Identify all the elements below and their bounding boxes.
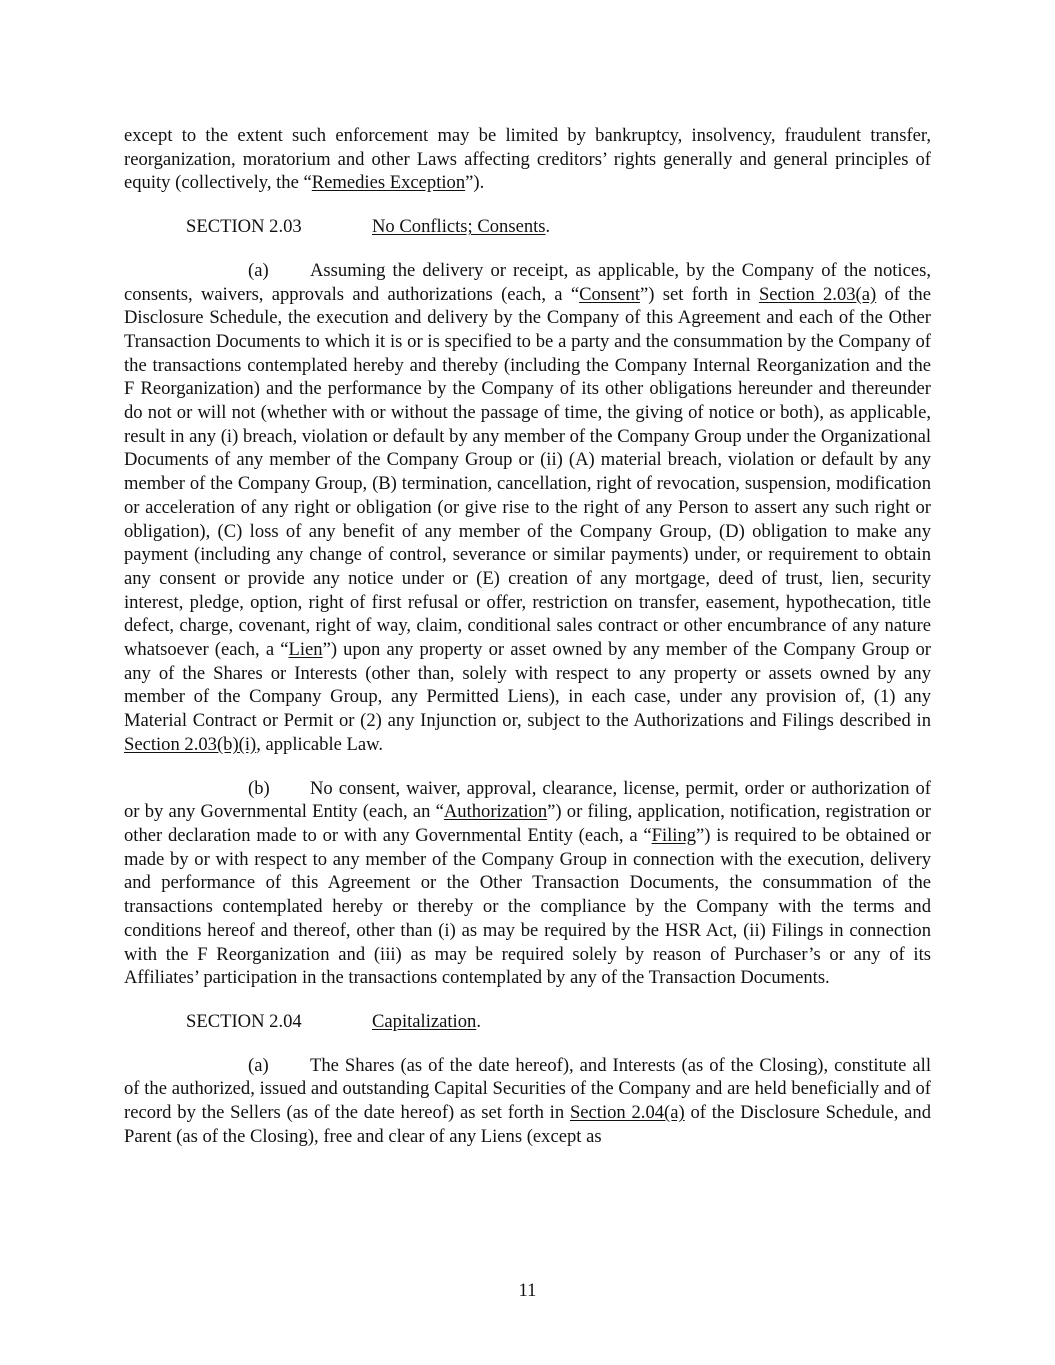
paragraph-2-03-a — [124, 259, 931, 757]
text-run: ”) set forth in — [640, 283, 759, 305]
page-number: 11 — [518, 1280, 537, 1301]
text-run: ”) upon any property or asset owned by any member of the Company Group or any of the Shares or Interests (other than, solely with respect to any property or assets owned by any member of the Company Group, any Permitted Liens), in each case, under any provision of, (1) any Material Contract or Permit or (2) any Injunction or, subject to the Authorizations and Filings described in — [124, 639, 931, 732]
paragraph-2-04-a — [124, 1054, 931, 1149]
intro-paragraph — [124, 124, 931, 195]
section-reference: Section 2.04(a) — [569, 1102, 685, 1124]
text-run: , applicable Law. — [256, 733, 384, 755]
section-reference: Section 2.03(a) — [758, 283, 877, 305]
section-title-punct: . — [476, 1010, 481, 1032]
document-page — [124, 124, 931, 1148]
text-run: The Shares (as of the date hereof), and Interests (as of the Closing), constitute all of the authorized, issued and outstanding Capital Securities of the Company and are held beneficially and of record by the Sellers (as of the date hereof) as set forth in — [124, 1054, 931, 1124]
paragraph-2-03-b — [124, 777, 931, 990]
defined-term-lien: Lien — [288, 639, 323, 661]
clause-label: (a) — [248, 259, 269, 281]
section-number: SECTION 2.03 — [186, 216, 302, 238]
section-title-punct: . — [545, 216, 551, 238]
text-run: ”) or filing, application, notification, registration or other declaration made to or with any Governmental Entity (each, a “ — [124, 801, 932, 846]
section-heading-2-04 — [186, 1010, 931, 1034]
section-title: No Conflicts; Consents — [372, 216, 546, 238]
defined-term-filing: Filing — [651, 824, 697, 846]
defined-term-remedies-exception: Remedies Exception — [311, 172, 466, 194]
text-run: of the Disclosure Schedule, and Parent (as of the Closing), free and clear of any Liens (except as — [124, 1102, 932, 1147]
section-number: SECTION 2.04 — [186, 1010, 302, 1032]
clause-label: (b) — [248, 777, 270, 799]
text-run: Assuming the delivery or receipt, as applicable, by the Company of the notices, consents, waivers, approvals and authorizations (each, a “ — [124, 259, 931, 305]
text-run: No consent, waiver, approval, clearance, license, permit, order or authorization of or by any Governmental Entity (each, an “ — [124, 777, 931, 823]
section-title: Capitalization — [372, 1010, 477, 1032]
text-run: of the Disclosure Schedule, the execution and delivery by the Company of this Agreement and each of the Other Transaction Documents to which it is or is specified to be a party and the consummation by the Company of the transactions contemplated hereby and thereby (including the Company Internal Reorganization and the F Reorganization) and the performance by the Company of its other obligations hereunder and thereunder do not or will not (whether with or without the passage of time, the giving of notice or both), as applicable, result in any (i) breach, violation or default by any member of the Company Group under the Organizational Documents of any member of the Company Group or (ii) (A) material breach, violation or default by any member of the Company Group, (B) termination, cancellation, right of revocation, suspension, modification or acceleration of any right or obligation (or give rise to the right of any Person to assert any such right or obligation), (C) loss of any benefit of any member of the Company Group, (D) obligation to make any payment (including any change of control, severance or similar payments) under, or requirement to obtain any consent or provide any notice under or (E) creation of any mortgage, deed of trust, lien, security interest, pledge, option, right of first refusal or offer, restriction on transfer, easement, hypothecation, title defect, charge, covenant, right of way, claim, conditional sales contract or other encumbrance of any nature whatsoever (each, a “ — [124, 283, 931, 661]
text-run: ”) is required to be obtained or made by or with respect to any member of the Company Group in connection with the execution, delivery and performance of this Agreement or the Other Transaction Documents, the consummation of the transactions contemplated hereby or thereby or the compliance by the Company with the terms and conditions hereof and thereof, other than (i) as may be required by the HSR Act, (ii) Filings in connection with the F Reorganization and (iii) as may be required solely by reason of Purchaser’s or any of its Affiliates’ participation in the transactions contemplated by any of the Transaction Documents. — [124, 824, 931, 989]
section-heading-2-03 — [186, 215, 931, 239]
text-run: ”). — [465, 172, 485, 194]
clause-label: (a) — [248, 1054, 269, 1076]
defined-term-consent: Consent — [579, 283, 641, 305]
text-run: except to the extent such enforcement may be limited by bankruptcy, insolvency, fraudulent transfer, reorganization, moratorium and other Laws affecting creditors’ rights generally and general principles of equity (collectively, the “ — [124, 125, 931, 194]
defined-term-authorization: Authorization — [443, 801, 548, 823]
section-reference: Section 2.03(b)(i) — [124, 733, 257, 755]
